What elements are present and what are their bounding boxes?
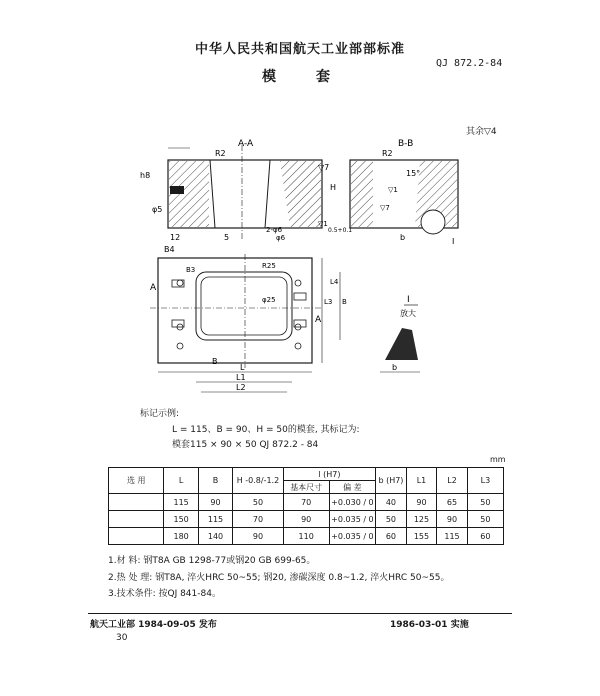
cell-H: 90 [233, 528, 283, 545]
label-d12: 12 [170, 233, 181, 242]
footer-effective: 1986-03-01 实施 [390, 620, 469, 630]
cell-L2: 65 [437, 494, 468, 511]
th-B: B [198, 468, 232, 494]
marking-line1: L = 115、B = 90、H = 50的模套, 其标记为: [172, 425, 360, 435]
cell-b: 40 [376, 494, 407, 511]
cell-use [109, 511, 164, 528]
label-b-bottom: B [212, 357, 218, 366]
label-r2-a: R2 [215, 149, 226, 158]
label-r2-b: R2 [382, 149, 393, 158]
roughness-note: 其余▽4 [466, 127, 497, 137]
label-a-left: A [150, 283, 157, 293]
cell-H: 70 [233, 511, 283, 528]
label-l3: L3 [324, 298, 333, 306]
note-material: 1.材 料: 钢T8A GB 1298-77或钢20 GB 699-65。 [108, 556, 316, 566]
label-sq1b: ▽1 [388, 186, 398, 194]
cell-L2: 90 [437, 511, 468, 528]
cell-L2: 115 [437, 528, 468, 545]
th-L3: L3 [467, 468, 503, 494]
cell-L: 150 [164, 511, 198, 528]
label-a-right: A [315, 315, 322, 325]
cell-B: 115 [198, 511, 232, 528]
section-bb-label: B-B [398, 139, 414, 149]
label-l: L [240, 363, 245, 372]
plan-view [150, 254, 340, 392]
th-L2: L2 [437, 468, 468, 494]
label-l4: L4 [330, 278, 339, 286]
cell-L: 180 [164, 528, 198, 545]
cell-L3: 60 [467, 528, 503, 545]
label-r25: R25 [262, 262, 276, 270]
th-l-base: 基本尺寸 [283, 481, 329, 494]
cell-b: 60 [376, 528, 407, 545]
footer-rule [88, 613, 512, 614]
label-h: H [330, 183, 337, 192]
cell-use [109, 494, 164, 511]
th-H: H -0.8/-1.2 [233, 468, 283, 494]
note-heat-treatment: 2.热 处 理: 钢T8A, 淬火HRC 50~55; 钢20, 渗碳深度 0.8~1.2, 淬火HRC 50~55。 [108, 573, 450, 583]
cell-B: 140 [198, 528, 232, 545]
doc-title: 模套 [262, 69, 370, 85]
label-i: I [452, 237, 455, 246]
label-b: b [400, 233, 406, 242]
marking-line2: 模套115 × 90 × 50 QJ 872.2 - 84 [172, 440, 319, 450]
label-phi25: φ25 [262, 296, 276, 304]
th-b: b (H7) [376, 468, 407, 494]
footer-issuer: 航天工业部 1984-09-05 发布 [90, 620, 217, 630]
label-l2: L2 [236, 383, 246, 392]
cell-dev: +0.035 / 0 [329, 528, 375, 545]
label-d5: 5 [224, 233, 230, 242]
spec-table [108, 467, 504, 545]
cell-H: 50 [233, 494, 283, 511]
page-number: 30 [116, 633, 128, 643]
cell-L1: 155 [406, 528, 437, 545]
section-bb-view [350, 160, 458, 234]
cell-l: 90 [283, 511, 329, 528]
label-tol: 0.5+0.1 [328, 227, 353, 234]
label-deg15: 15° [406, 169, 421, 178]
label-sq7b: ▽7 [380, 204, 390, 212]
table-row [109, 511, 504, 528]
cell-b: 50 [376, 511, 407, 528]
cell-L1: 125 [406, 511, 437, 528]
cell-L3: 50 [467, 494, 503, 511]
label-sq1: ▽1 [318, 220, 328, 228]
section-aa-label: A-A [238, 139, 254, 149]
label-b-right: B [342, 298, 347, 306]
cell-L: 115 [164, 494, 198, 511]
th-l-dev: 偏 差 [329, 481, 375, 494]
cell-l: 110 [283, 528, 329, 545]
label-phi5: φ5 [152, 205, 163, 214]
standard-code: QJ 872.2-84 [436, 58, 503, 69]
label-enlarge: 放大 [400, 309, 416, 318]
th-l: l (H7) [283, 468, 375, 481]
cell-dev: +0.030 / 0 [329, 494, 375, 511]
label-b3: B3 [186, 266, 196, 274]
th-L: L [164, 468, 198, 494]
note-tech-conditions: 3.技术条件: 按QJ 841-84。 [108, 589, 221, 599]
label-sq7: ▽7 [318, 163, 330, 172]
th-use: 选 用 [109, 468, 164, 494]
cell-dev: +0.035 / 0 [329, 511, 375, 528]
cell-l: 70 [283, 494, 329, 511]
label-i-big: I [407, 295, 410, 305]
label-l1: L1 [236, 373, 246, 382]
label-b-small: b [392, 363, 398, 372]
label-b4: B4 [164, 245, 175, 254]
label-h8: h8 [140, 171, 151, 180]
cell-L1: 90 [406, 494, 437, 511]
label-holes: 2-φ6 [266, 226, 283, 234]
section-aa-view [168, 145, 322, 240]
standard-title: 中华人民共和国航天工业部部标准 [194, 42, 405, 57]
table-row [109, 528, 504, 545]
th-L1: L1 [406, 468, 437, 494]
label-phi6: φ6 [276, 234, 286, 242]
table-row [109, 494, 504, 511]
table-unit: mm [490, 455, 506, 464]
cell-B: 90 [198, 494, 232, 511]
cell-L3: 50 [467, 511, 503, 528]
marking-heading: 标记示例: [140, 409, 180, 419]
cell-use [109, 528, 164, 545]
detail-i-shape [385, 328, 418, 360]
